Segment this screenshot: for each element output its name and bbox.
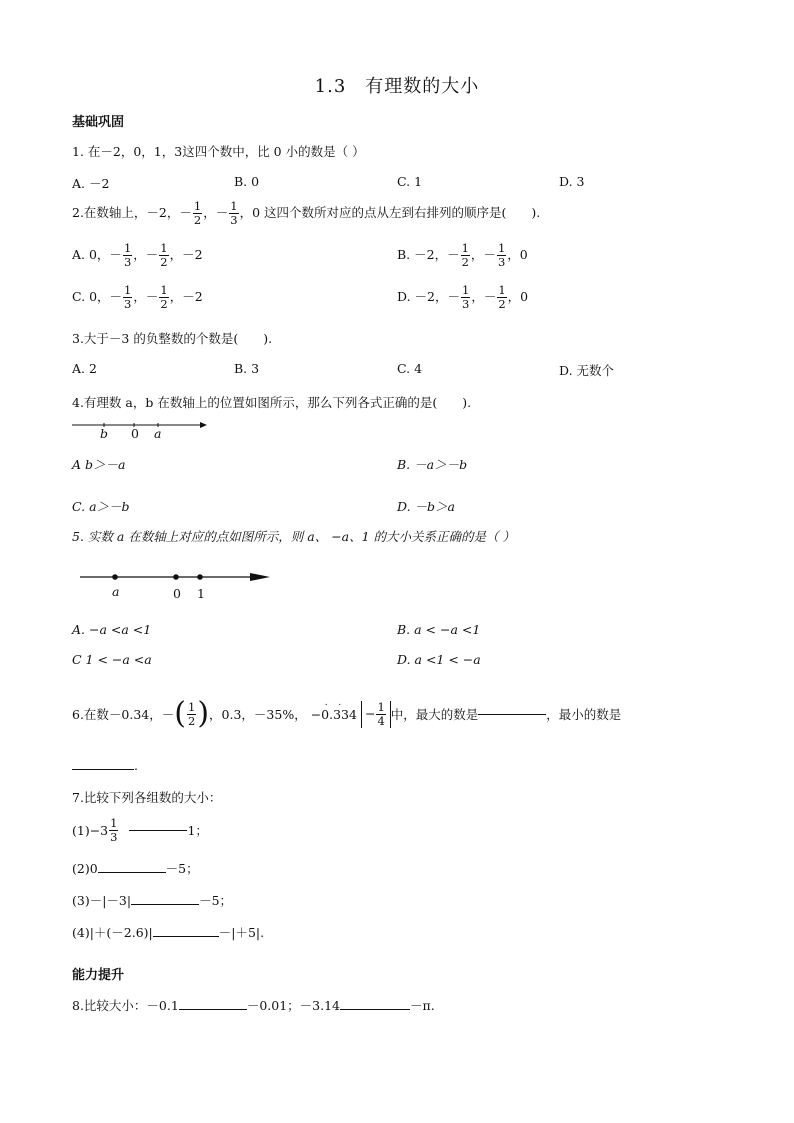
question-2-stem <box>72 200 540 227</box>
q3-option-d: D. 无数个 <box>559 363 615 378</box>
question-1-stem: 1. 在－2，0，1，3这四个数中，比 0 小的数是（ ） <box>72 144 365 159</box>
question-6-stem: 6.在数－0.34，－ ( $\frac{1}{2}$ ) ，0.3，－35%， . . −0.334 − $\frac{1}{4}$ 中，最大的数是 ，最小的数是 <box>72 696 622 731</box>
q7-part-3: (3)－|－3| －5； <box>72 893 233 908</box>
fraction: $\frac{1}{3}$ <box>230 199 238 227</box>
q6-text-largest: 中，最大的数是 <box>390 707 479 722</box>
q5-label-a: a <box>112 584 120 599</box>
q3-option-a: A. 2 <box>72 361 97 376</box>
answer-blank[interactable] <box>72 768 134 770</box>
q7-part-1: (1)−3 $\frac{1}{3}$ 1； <box>72 815 208 844</box>
question-5-stem: 5. 实数 a 在数轴上对应的点如图所示，则 a、 −a、1 的大小关系正确的是（ ） <box>72 529 516 544</box>
answer-blank[interactable] <box>131 903 199 905</box>
q2-text-mid: ，－ <box>203 205 229 220</box>
q5-option-a: A. −a <a <1 <box>72 622 152 637</box>
q5-label-0: 0 <box>173 586 181 601</box>
q7-part-2: (2)0 －5； <box>72 861 199 876</box>
answer-blank[interactable] <box>340 1008 410 1010</box>
q6-text-pre: 6.在数－0.34，－ <box>72 707 175 722</box>
q6-text-mid: ，0.3，－35%， <box>209 707 307 722</box>
q6-second-line: . <box>72 758 138 773</box>
page-title: 1.3 有理数的大小 <box>314 76 480 97</box>
answer-blank[interactable] <box>129 829 187 831</box>
question-8-stem: 8.比较大小：－0.1 －0.01；－3.14 －π. <box>72 998 435 1013</box>
repeating-dots: . . <box>324 697 346 708</box>
q2-text-post: ，0 这四个数所对应的点从左到右排列的顺序是( ). <box>239 205 541 220</box>
q5-label-1: 1 <box>197 586 205 601</box>
repeating-decimal: . . −0.334 <box>310 697 357 722</box>
q4-number-line <box>70 418 210 442</box>
q4-label-b: b <box>100 426 109 441</box>
q5-number-line <box>78 568 278 586</box>
q3-option-c: C. 4 <box>397 361 423 376</box>
answer-blank[interactable] <box>98 871 166 873</box>
answer-blank[interactable] <box>179 1008 247 1010</box>
absolute-value: − $\frac{1}{4}$ <box>361 701 391 728</box>
q2-text-pre: 2.在数轴上，－2，－ <box>72 205 192 220</box>
q7-part-4: (4)|＋(－2.6)| －|＋5|. <box>72 925 265 940</box>
q1-option-b: B. 0 <box>234 174 260 189</box>
answer-blank[interactable] <box>153 935 219 937</box>
q2-option-d: D. －2，－ $\frac{1}{3}$ ，－ $\frac{1}{2}$ ，0 <box>397 283 529 311</box>
q4-option-b: B. －a＞－b <box>397 457 468 472</box>
q5-option-d: D. a <1 < −a <box>397 652 481 667</box>
answer-blank[interactable] <box>478 713 546 715</box>
q3-option-b: B. 3 <box>234 361 260 376</box>
question-3-stem: 3.大于－3 的负整数的个数是( ). <box>72 331 273 346</box>
q5-option-c: C 1 < −a <a <box>72 652 152 667</box>
q1-option-d: D. 3 <box>559 174 585 189</box>
q2-option-c: C. 0，－ $\frac{1}{3}$ ，－ $\frac{1}{2}$ ，－2 <box>72 283 203 311</box>
q4-option-a: A b＞－a <box>72 457 126 472</box>
q4-option-d: D. －b＞a <box>397 499 455 514</box>
q2-option-a: A. 0，－ $\frac{1}{3}$ ，－ $\frac{1}{2}$ ，－2 <box>72 241 203 269</box>
q5-option-b: B. a < −a <1 <box>397 622 481 637</box>
section-basic-heading: 基础巩固 <box>72 115 125 130</box>
question-7-stem: 7.比较下列各组数的大小： <box>72 790 222 805</box>
q4-label-a: a <box>154 426 162 441</box>
question-4-stem: 4.有理数 a，b 在数轴上的位置如图所示，那么下列各式正确的是( ). <box>72 395 472 410</box>
q1-option-a: A. －2 <box>72 176 110 191</box>
fraction: $\frac{1}{2}$ <box>193 199 202 227</box>
q2-option-b: B. －2，－ $\frac{1}{2}$ ，－ $\frac{1}{3}$ ，0 <box>397 241 528 269</box>
q4-label-0: 0 <box>131 426 139 441</box>
q6-text-smallest: ，最小的数是 <box>546 707 622 722</box>
q4-option-c: C. a＞－b <box>72 499 130 514</box>
section-advanced-heading: 能力提升 <box>72 968 125 983</box>
fraction: $\frac{1}{2}$ <box>187 699 196 728</box>
q1-option-c: C. 1 <box>397 174 423 189</box>
